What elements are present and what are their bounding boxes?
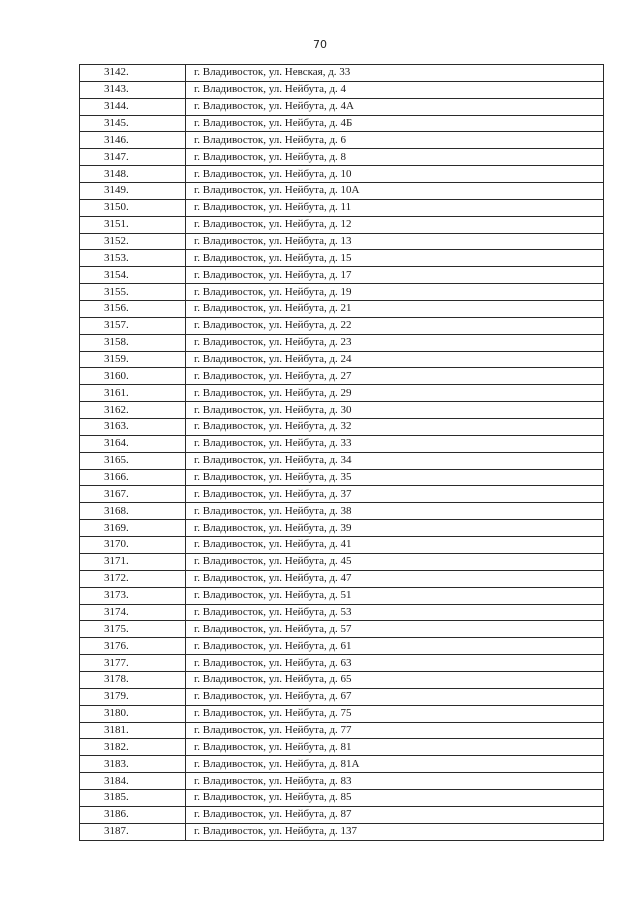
address-cell: г. Владивосток, ул. Нейбута, д. 6 [186, 132, 604, 149]
address-cell: г. Владивосток, ул. Нейбута, д. 32 [186, 419, 604, 436]
row-number-cell: 3181. [80, 722, 186, 739]
table-row [80, 65, 604, 82]
row-number-cell: 3175. [80, 621, 186, 638]
address-table [79, 64, 604, 841]
row-number-cell: 3166. [80, 469, 186, 486]
address-cell: г. Владивосток, ул. Нейбута, д. 10 [186, 166, 604, 183]
table-row [80, 587, 604, 604]
address-cell: г. Владивосток, ул. Нейбута, д. 47 [186, 570, 604, 587]
address-cell: г. Владивосток, ул. Нейбута, д. 10А [186, 183, 604, 200]
table-row [80, 250, 604, 267]
address-cell: г. Владивосток, ул. Нейбута, д. 87 [186, 806, 604, 823]
address-cell: г. Владивосток, ул. Нейбута, д. 67 [186, 688, 604, 705]
table-row [80, 655, 604, 672]
table-row [80, 671, 604, 688]
row-number-cell: 3150. [80, 199, 186, 216]
address-cell: г. Владивосток, ул. Нейбута, д. 53 [186, 604, 604, 621]
row-number-cell: 3174. [80, 604, 186, 621]
row-number-cell: 3171. [80, 553, 186, 570]
address-cell: г. Владивосток, ул. Нейбута, д. 21 [186, 301, 604, 318]
address-table-body [80, 65, 604, 841]
table-row [80, 419, 604, 436]
row-number-cell: 3151. [80, 216, 186, 233]
table-row [80, 132, 604, 149]
table-row [80, 537, 604, 554]
table-row [80, 216, 604, 233]
row-number-cell: 3186. [80, 806, 186, 823]
address-cell: г. Владивосток, ул. Нейбута, д. 8 [186, 149, 604, 166]
address-cell: г. Владивосток, ул. Нейбута, д. 85 [186, 789, 604, 806]
row-number-cell: 3187. [80, 823, 186, 840]
row-number-cell: 3146. [80, 132, 186, 149]
address-cell: г. Владивосток, ул. Нейбута, д. 35 [186, 469, 604, 486]
table-row [80, 385, 604, 402]
address-cell: г. Владивосток, ул. Нейбута, д. 27 [186, 368, 604, 385]
table-row [80, 520, 604, 537]
row-number-cell: 3164. [80, 435, 186, 452]
address-cell: г. Владивосток, ул. Нейбута, д. 37 [186, 486, 604, 503]
address-cell: г. Владивосток, ул. Нейбута, д. 17 [186, 267, 604, 284]
address-cell: г. Владивосток, ул. Нейбута, д. 22 [186, 317, 604, 334]
address-cell: г. Владивосток, ул. Нейбута, д. 39 [186, 520, 604, 537]
address-cell: г. Владивосток, ул. Нейбута, д. 12 [186, 216, 604, 233]
row-number-cell: 3158. [80, 334, 186, 351]
table-row [80, 638, 604, 655]
table-row [80, 149, 604, 166]
table-row [80, 166, 604, 183]
row-number-cell: 3143. [80, 81, 186, 98]
row-number-cell: 3167. [80, 486, 186, 503]
table-row [80, 301, 604, 318]
row-number-cell: 3176. [80, 638, 186, 655]
row-number-cell: 3155. [80, 284, 186, 301]
table-row [80, 351, 604, 368]
address-cell: г. Владивосток, ул. Нейбута, д. 34 [186, 452, 604, 469]
table-row [80, 705, 604, 722]
table-row [80, 199, 604, 216]
table-row [80, 81, 604, 98]
row-number-cell: 3170. [80, 537, 186, 554]
address-cell: г. Владивосток, ул. Нейбута, д. 4 [186, 81, 604, 98]
address-cell: г. Владивосток, ул. Нейбута, д. 77 [186, 722, 604, 739]
address-cell: г. Владивосток, ул. Нейбута, д. 137 [186, 823, 604, 840]
row-number-cell: 3160. [80, 368, 186, 385]
table-row [80, 233, 604, 250]
row-number-cell: 3161. [80, 385, 186, 402]
table-row [80, 621, 604, 638]
address-cell: г. Владивосток, ул. Нейбута, д. 61 [186, 638, 604, 655]
row-number-cell: 3145. [80, 115, 186, 132]
table-row [80, 773, 604, 790]
row-number-cell: 3159. [80, 351, 186, 368]
address-cell: г. Владивосток, ул. Нейбута, д. 81А [186, 756, 604, 773]
table-row [80, 756, 604, 773]
row-number-cell: 3142. [80, 65, 186, 82]
table-row [80, 284, 604, 301]
address-cell: г. Владивосток, ул. Нейбута, д. 24 [186, 351, 604, 368]
row-number-cell: 3173. [80, 587, 186, 604]
table-row [80, 806, 604, 823]
row-number-cell: 3172. [80, 570, 186, 587]
table-row [80, 789, 604, 806]
row-number-cell: 3147. [80, 149, 186, 166]
table-row [80, 739, 604, 756]
address-cell: г. Владивосток, ул. Нейбута, д. 33 [186, 435, 604, 452]
row-number-cell: 3154. [80, 267, 186, 284]
row-number-cell: 3162. [80, 402, 186, 419]
row-number-cell: 3185. [80, 789, 186, 806]
address-cell: г. Владивосток, ул. Нейбута, д. 45 [186, 553, 604, 570]
table-row [80, 823, 604, 840]
row-number-cell: 3184. [80, 773, 186, 790]
address-cell: г. Владивосток, ул. Нейбута, д. 30 [186, 402, 604, 419]
address-cell: г. Владивосток, ул. Нейбута, д. 41 [186, 537, 604, 554]
row-number-cell: 3179. [80, 688, 186, 705]
address-cell: г. Владивосток, ул. Нейбута, д. 23 [186, 334, 604, 351]
row-number-cell: 3168. [80, 503, 186, 520]
table-row [80, 98, 604, 115]
row-number-cell: 3178. [80, 671, 186, 688]
table-row [80, 435, 604, 452]
address-cell: г. Владивосток, ул. Нейбута, д. 65 [186, 671, 604, 688]
table-row [80, 469, 604, 486]
table-row [80, 688, 604, 705]
row-number-cell: 3163. [80, 419, 186, 436]
row-number-cell: 3148. [80, 166, 186, 183]
address-cell: г. Владивосток, ул. Нейбута, д. 81 [186, 739, 604, 756]
address-cell: г. Владивосток, ул. Невская, д. 33 [186, 65, 604, 82]
table-row [80, 503, 604, 520]
address-cell: г. Владивосток, ул. Нейбута, д. 63 [186, 655, 604, 672]
table-row [80, 452, 604, 469]
row-number-cell: 3183. [80, 756, 186, 773]
table-row [80, 570, 604, 587]
row-number-cell: 3153. [80, 250, 186, 267]
table-row [80, 267, 604, 284]
address-cell: г. Владивосток, ул. Нейбута, д. 57 [186, 621, 604, 638]
address-cell: г. Владивосток, ул. Нейбута, д. 83 [186, 773, 604, 790]
table-row [80, 183, 604, 200]
table-row [80, 368, 604, 385]
table-row [80, 486, 604, 503]
address-cell: г. Владивосток, ул. Нейбута, д. 4Б [186, 115, 604, 132]
address-cell: г. Владивосток, ул. Нейбута, д. 15 [186, 250, 604, 267]
table-row [80, 553, 604, 570]
table-row [80, 604, 604, 621]
row-number-cell: 3180. [80, 705, 186, 722]
row-number-cell: 3149. [80, 183, 186, 200]
table-row [80, 115, 604, 132]
row-number-cell: 3177. [80, 655, 186, 672]
row-number-cell: 3169. [80, 520, 186, 537]
row-number-cell: 3144. [80, 98, 186, 115]
page-number: 70 [313, 38, 327, 51]
row-number-cell: 3165. [80, 452, 186, 469]
address-cell: г. Владивосток, ул. Нейбута, д. 11 [186, 199, 604, 216]
address-cell: г. Владивосток, ул. Нейбута, д. 51 [186, 587, 604, 604]
address-cell: г. Владивосток, ул. Нейбута, д. 13 [186, 233, 604, 250]
address-cell: г. Владивосток, ул. Нейбута, д. 4А [186, 98, 604, 115]
table-row [80, 334, 604, 351]
address-cell: г. Владивосток, ул. Нейбута, д. 75 [186, 705, 604, 722]
row-number-cell: 3156. [80, 301, 186, 318]
row-number-cell: 3182. [80, 739, 186, 756]
table-row [80, 317, 604, 334]
address-cell: г. Владивосток, ул. Нейбута, д. 29 [186, 385, 604, 402]
table-row [80, 722, 604, 739]
address-cell: г. Владивосток, ул. Нейбута, д. 19 [186, 284, 604, 301]
row-number-cell: 3157. [80, 317, 186, 334]
table-row [80, 402, 604, 419]
address-cell: г. Владивосток, ул. Нейбута, д. 38 [186, 503, 604, 520]
row-number-cell: 3152. [80, 233, 186, 250]
